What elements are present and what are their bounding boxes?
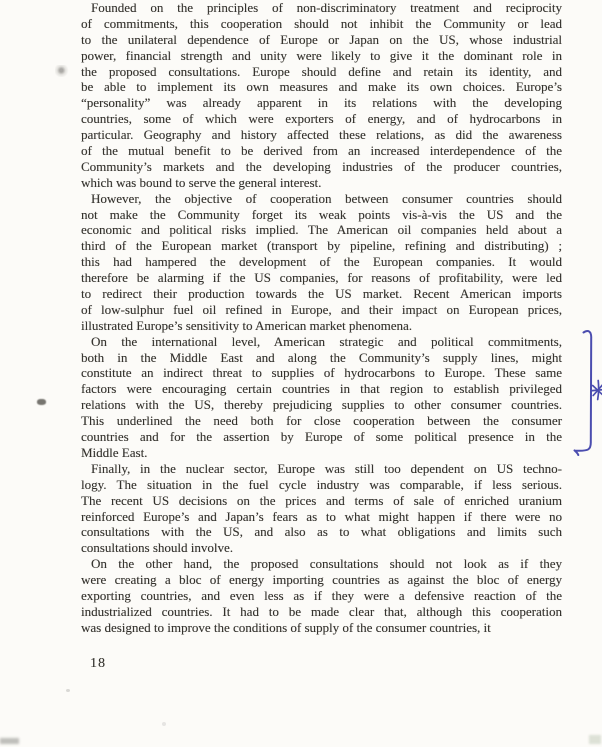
text-line xyxy=(81,493,562,509)
text-line xyxy=(81,429,562,445)
text-line xyxy=(81,64,562,80)
text-line-content: of commitments, this cooperation should not inhibit the Community or lead xyxy=(81,15,562,31)
text-line-content: logy. The situation in the fuel cycle industry was comparable, if less serious. xyxy=(81,476,562,492)
paper-speck xyxy=(162,722,166,726)
text-line xyxy=(81,286,562,302)
text-line xyxy=(81,222,562,238)
text-line xyxy=(81,111,562,127)
text-line xyxy=(81,540,562,556)
text-line-content: this had hampered the development of the European companies. It would xyxy=(81,254,562,270)
text-line xyxy=(81,397,562,413)
text-line xyxy=(81,238,562,254)
text-line xyxy=(81,334,562,350)
text-line xyxy=(81,0,562,16)
text-line-content: Founded on the principles of non-discriminatory treatment and reciprocity xyxy=(91,0,562,15)
text-line xyxy=(81,95,562,111)
text-line-content: therefore be alarming if the US companies, for reasons of profitability, were led xyxy=(81,270,562,286)
scan-smudge-bottom-left xyxy=(0,738,19,744)
text-line xyxy=(81,524,562,540)
text-line xyxy=(81,270,562,286)
handwritten-marks xyxy=(575,331,602,455)
text-line-content: This underlined the need both for close cooperation between the consumer xyxy=(81,413,562,429)
asterisk-stroke-vertical xyxy=(598,381,599,400)
text-line-content: be able to implement its own measures and make its own choices. Europe’s xyxy=(81,79,562,95)
scan-smudge-bottom-right xyxy=(589,735,601,744)
text-line-content: However, the objective of cooperation between consumer countries should xyxy=(91,190,562,206)
text-line-content: were creating a bloc of energy importing countries as against the bloc of energy xyxy=(81,572,562,588)
text-line-content: third of the European market (transport by pipeline, refining and distributing) ; xyxy=(81,238,562,254)
text-line-content: industrialized countries. It had to be made clear that, although this cooperation xyxy=(81,603,562,619)
text-line-content: to redirect their production towards the US market. Recent American imports xyxy=(81,286,562,302)
text-line-content: of low-sulphur fuel oil refined in Europe, and their impact on European prices, xyxy=(81,301,562,317)
text-line xyxy=(81,477,562,493)
text-line xyxy=(81,207,562,223)
text-line xyxy=(81,620,562,636)
text-line-content: which was bound to serve the general interest. xyxy=(81,174,322,190)
text-line-content: Finally, in the nuclear sector, Europe was still too dependent on US techno- xyxy=(91,460,562,476)
text-line-content: reinforced Europe’s and Japan’s fears as to what might happen if there were no xyxy=(81,508,562,524)
text-block xyxy=(81,0,562,636)
text-line-content: economic and political risks implied. The American oil companies held about a xyxy=(81,222,562,238)
text-line xyxy=(81,381,562,397)
text-line xyxy=(81,302,562,318)
text-line xyxy=(81,604,562,620)
text-line-content: Community’s markets and the developing industries of the producer countries, xyxy=(81,158,562,174)
text-line-content: of the mutual benefit to be derived from an increased interdependence of the xyxy=(81,143,562,159)
text-line xyxy=(81,350,562,366)
text-line-content: power, financial strength and unity were likely to give it the dominant role in xyxy=(81,47,562,63)
text-line xyxy=(81,413,562,429)
text-line xyxy=(81,445,562,461)
text-line xyxy=(81,572,562,588)
text-line xyxy=(81,175,562,191)
margin-bracket-annotation xyxy=(575,331,592,455)
asterisk-stroke-horizontal xyxy=(592,390,602,391)
text-line xyxy=(81,48,562,64)
text-line xyxy=(81,143,562,159)
text-line xyxy=(81,191,562,207)
text-line-content: consultations should involve. xyxy=(81,540,234,556)
text-line-content: both in the Middle East and along the Community’s supply lines, might xyxy=(81,349,562,365)
text-line-content: not make the Community forget its weak points vis-à-vis the US and the xyxy=(81,206,562,222)
text-line xyxy=(81,588,562,604)
text-line-content: illustrated Europe’s sensitivity to American market phenomena. xyxy=(81,317,413,333)
text-line-content: countries and for the assertion by Europe of some political presence in the xyxy=(81,429,562,445)
text-line-content: relations with the US, thereby prejudicing supplies to other consumer countries. xyxy=(81,397,562,413)
text-line-content: Middle East. xyxy=(81,444,148,460)
text-line xyxy=(81,159,562,175)
text-line xyxy=(81,127,562,143)
margin-asterisk-annotation xyxy=(592,381,602,400)
text-line xyxy=(81,318,562,334)
ink-blob-left-margin xyxy=(37,399,46,405)
asterisk-stroke-diagonal-2 xyxy=(593,385,602,396)
text-line-content: On the international level, American strategic and political commitments, xyxy=(91,333,562,349)
text-line xyxy=(81,365,562,381)
text-line xyxy=(81,79,562,95)
text-line-content: The recent US decisions on the prices and terms of sale of enriched uranium xyxy=(81,492,562,508)
text-line-content: exporting countries, and even less as if they were a defensive reaction of the xyxy=(81,587,562,603)
text-line-content: countries, some of which were exporters of energy, and of hydrocarbons in xyxy=(81,111,562,127)
text-line-content: consultations with the US, and also as to what obligations and limits such xyxy=(81,524,562,540)
text-line xyxy=(81,461,562,477)
text-line-content: to the unilateral dependence of Europe or Japan on the US, whose industrial xyxy=(81,31,562,47)
text-line-content: factors were encouraging certain countries in that region to establish privileged xyxy=(81,381,562,397)
text-line-content: was designed to improve the conditions of supply of the consumer countries, it xyxy=(81,619,491,635)
text-line-content: constitute an indirect threat to supplies of hydrocarbons to Europe. These same xyxy=(81,365,562,381)
text-line xyxy=(81,32,562,48)
text-line xyxy=(81,556,562,572)
ink-smudge-left-margin-top xyxy=(55,65,69,77)
text-line xyxy=(81,254,562,270)
page-number: 18 xyxy=(90,656,106,671)
text-line xyxy=(81,16,562,32)
text-line xyxy=(81,509,562,525)
asterisk-stroke-diagonal-1 xyxy=(593,386,602,396)
paper-speck xyxy=(66,689,70,692)
text-line-content: “personality” was already apparent in its relations with the developing xyxy=(81,95,562,111)
text-line-content: On the other hand, the proposed consultations should not look as if they xyxy=(91,556,562,572)
text-line-content: particular. Geography and history affected these relations, as did the awareness xyxy=(81,127,562,143)
text-line-content: the proposed consultations. Europe should define and retain its identity, and xyxy=(81,63,562,79)
